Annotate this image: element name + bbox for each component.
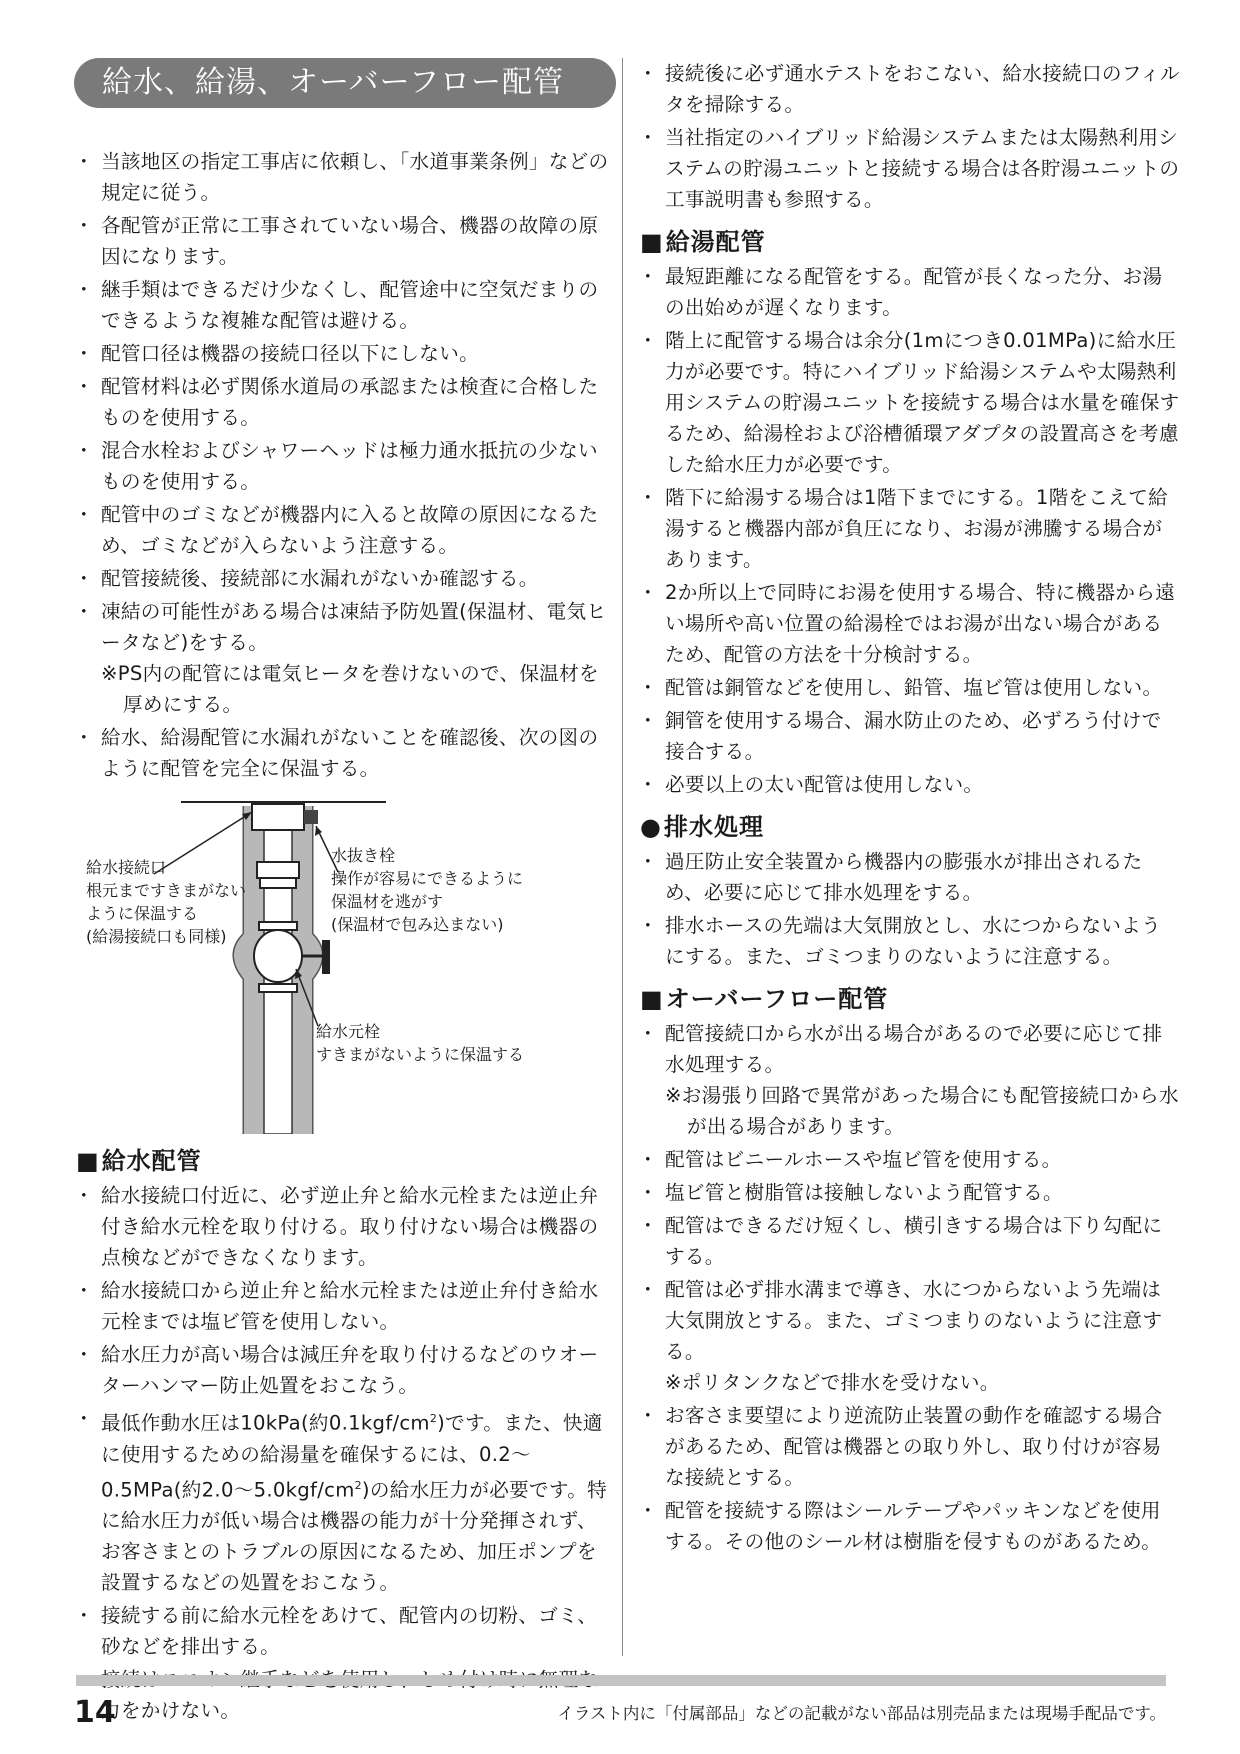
list-item: ・ 各配管が正常に工事されていない場合、機器の故障の原因になります。 [76,210,616,272]
list-item: ・ 給水接続口から逆止弁と給水元栓または逆止弁付き給水元栓までは塩ビ管を使用しない。 [76,1275,616,1337]
list-item [76,1403,616,1598]
footer-bar [76,1675,1166,1686]
heading-text: 排水処理 [663,813,764,841]
label-line: 根元まですきまがない [86,881,247,900]
superscript: 2 [429,1412,438,1425]
water-supply-list [76,1180,616,1726]
list-item: ・ 配管材料は必ず関係水道局の承認または検査に合格したものを使用する。 [76,371,616,433]
list-item: ・ 配管はビニールホースや塩ビ管を使用する。 [640,1144,1180,1175]
list-item: ・ 銅管を使用する場合、漏水防止のため、必ずろう付けで接合する。 [640,705,1180,767]
drain-list [640,846,1180,972]
list-item: ・ 階上に配管する場合は余分(1mにつき0.01MPa)に給水圧力が必要です。特にハイブリッド給湯システムや太陽熱利用システムの貯湯ユニットを接続する場合は水量を確保するため、給湯栓および浴槽循環アダプタの設置高さを考慮した給水圧力が必要です。 [640,325,1180,480]
list-item-text: 凍結の可能性がある場合は凍結予防処置(保温材、電気ヒータなど)をする。 [101,600,607,654]
heading-text: 給湯配管 [665,228,766,256]
label-line: 保温材を逃がす [331,892,444,911]
heading-text: オーバーフロー配管 [665,985,889,1013]
list-item: ・ 接続する前に給水元栓をあけて、配管内の切粉、ゴミ、砂などを排出する。 [76,1600,616,1662]
list-item: ・ 配管はできるだけ短くし、横引きする場合は下り勾配にする。 [640,1210,1180,1272]
text-part: )です。また、快適に使用するための給湯量を確保するには、0.2〜0.5MPa(約2.0〜5.0kgf/cm [101,1411,603,1502]
insulation-diagram [76,794,616,1134]
superscript: 2 [354,1478,362,1492]
list-item: ・ 配管口径は機器の接続口径以下にしない。 [76,338,616,369]
list-item: ・ 接続後に必ず通水テストをおこない、給水接続口のフィルタを掃除する。 [640,58,1180,120]
section-heading-overflow [640,982,1180,1016]
label-line: ように保温する [86,904,199,923]
section-heading-water-supply [76,1144,616,1178]
intro-list [76,146,616,784]
section-heading-drain [640,810,1180,844]
label-line: 操作が容易にできるように [331,869,524,888]
list-item: ・ 給水、給湯配管に水漏れがないことを確認後、次の図のように配管を完全に保温する。 [76,722,616,784]
hot-water-list [640,261,1180,800]
list-item: ・ 混合水栓およびシャワーヘッドは極力通水抵抗の少ないものを使用する。 [76,435,616,497]
list-item: ・ 配管は銅管などを使用し、鉛管、塩ビ管は使用しない。 [640,672,1180,703]
list-item-text: 配管接続口から水が出る場合があるので必要に応じて排水処理する。 [665,1022,1163,1076]
text-part: )の給水圧力が必要です。特に給水圧力が低い場合は機器の能力が十分発揮されず、お客さまとのトラブルの原因になるため、加圧ポンプを設置するなどの処置をおこなう。 [101,1478,608,1595]
main-valve-label [316,1020,524,1066]
label-line: 給水接続口 [86,858,167,877]
list-item: ・ 過圧防止安全装置から機器内の膨張水が排出されるため、必要に応じて排水処理をする。 [640,846,1180,908]
list-item [640,1018,1180,1142]
circle-mark: ● [640,813,662,841]
section-heading-hot-water [640,225,1180,259]
left-column [76,58,616,1728]
water-inlet-label [86,856,246,948]
list-item: ・ 力をかけない。 [76,1664,616,1726]
list-item: ・ 最短距離になる配管をする。配管が長くなった分、お湯の出始めが遅くなります。 [640,261,1180,323]
list-item: ・ 当該地区の指定工事店に依頼し、「水道事業条例」などの規定に従う。 [76,146,616,208]
list-item [76,596,616,720]
list-item [640,1274,1180,1398]
label-line: (給湯接続口も同様) [86,927,227,946]
label-line: すきまがないように保温する [316,1045,525,1064]
drain-plug-label [331,844,523,936]
list-item: ・ 必要以上の太い配管は使用しない。 [640,769,1180,800]
note-text: ※PS内の配管には電気ヒータを巻けないので、保温材を厚めにする。 [101,662,599,716]
list-item: ・ 配管中のゴミなどが機器内に入ると故障の原因になるため、ゴミなどが入らないよう注意する。 [76,499,616,561]
square-mark: ■ [640,985,664,1013]
footer-note: イラスト内に「付属部品」などの記載がない部品は別売品または現場手配品です。 [557,1704,1166,1723]
right-column [640,58,1180,1559]
list-item: ・ 給水接続口付近に、必ず逆止弁と給水元栓または逆止弁付き給水元栓を取り付ける。取り付けない場合は機器の点検などができなくなります。 [76,1180,616,1273]
list-item: ・ 配管接続後、接続部に水漏れがないか確認する。 [76,563,616,594]
list-item: ・ 排水ホースの先端は大気開放とし、水につからないようにする。また、ゴミつまりのないように注意する。 [640,910,1180,972]
list-item: ・ お客さま要望により逆流防止装置の動作を確認する場合があるため、配管は機器との取り外し、取り付けが容易な接続とする。 [640,1400,1180,1493]
list-item: ・ 当社指定のハイブリッド給湯システムまたは太陽熱利用システムの貯湯ユニットと接続する場合は各貯湯ユニットの工事説明書も参照する。 [640,122,1180,215]
label-line: 水抜き栓 [331,846,396,865]
square-mark: ■ [640,228,664,256]
list-item: ・ 配管を接続する際はシールテープやパッキンなどを使用する。その他のシール材は樹脂を侵すものがあるため。 [640,1495,1180,1557]
list-item: ・ 塩ビ管と樹脂管は接触しないよう配管する。 [640,1177,1180,1208]
list-item: ・ 階下に給湯する場合は1階下までにする。1階をこえて給湯すると機器内部が負圧になり、お湯が沸騰する場合があります。 [640,482,1180,575]
text-part: 最低作動水圧は10kPa(約0.1kgf/cm [101,1411,430,1435]
note-text: ※お湯張り回路で異常があった場合にも配管接続口から水が出る場合があります。 [665,1084,1179,1138]
page-title: 給水、給湯、オーバーフロー配管工事 [74,58,616,108]
column-divider [622,58,623,1656]
overflow-list [640,1018,1180,1557]
note-text: ※ポリタンクなどで排水を受けない。 [665,1371,1000,1394]
list-item: ・ 給水圧力が高い場合は減圧弁を取り付けるなどのウオーターハンマー防止処置をおこなう。 [76,1339,616,1401]
list-item-text: 配管は必ず排水溝まで導き、水につからないよう先端は大気開放とする。また、ゴミつまりのないように注意する。 [665,1278,1163,1363]
label-line: (保温材で包み込まない) [331,915,504,934]
list-item: ・ 継手類はできるだけ少なくし、配管途中に空気だまりのできるような複雑な配管は避ける。 [76,274,616,336]
heading-text: 給水配管 [101,1147,202,1175]
label-line: 給水元栓 [316,1022,381,1041]
square-mark: ■ [76,1147,100,1175]
page-number: 14 [74,1695,116,1730]
continued-list [640,58,1180,215]
list-item: ・ 2か所以上で同時にお湯を使用する場合、特に機器から遠い場所や高い位置の給湯栓ではお湯が出ない場合があるため、配管の方法を十分検討する。 [640,577,1180,670]
